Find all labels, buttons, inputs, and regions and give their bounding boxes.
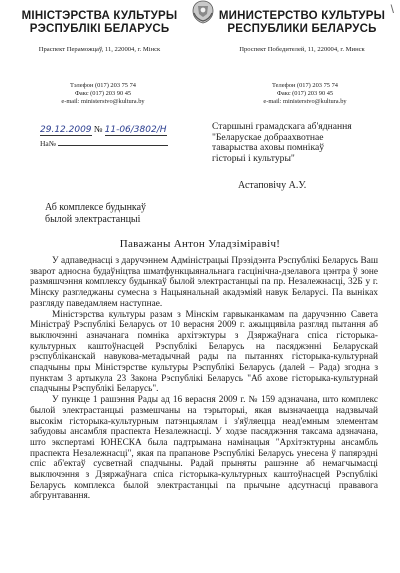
address-left: Праспект Пераможцаў, 11, 220004, г. Мінск [38, 46, 161, 53]
contacts-left [28, 82, 178, 107]
reply-to-line [40, 139, 168, 148]
recipient-line: гісторыі і культуры" [212, 152, 295, 164]
ministry-name-line1-left: МІНІСТЭРСТВА КУЛЬТУРЫ [21, 10, 178, 22]
letter-date: 29.12.2009 [40, 125, 92, 135]
fax-right: Факс (017) 203 90 45 [276, 90, 334, 98]
letterhead-left [12, 10, 187, 53]
email-left: e-mail: ministerstvo@kultura.by [61, 98, 145, 106]
reference-line [40, 124, 167, 136]
phone-left: Тэлефон (017) 203 75 74 [70, 82, 136, 89]
letterhead-right [212, 10, 392, 53]
body-paragraph: Міністэрства культуры разам з Мінскім гарвыканкамам па даручэнню Савета Міністраў Рэспублікі Беларусь от 10 верасня 2009 г. ажыццявіла разгляд пытання аб выключэнні азначанага помніка архітэктуры з Дзяржаўнага спіса гісторыка-культурных каштоўнасцей Рэспублікі Беларусь на пасяджэнні Беларускай рэспубліканскай навукова-метадычнай рады па пытаннях гісторыка-культурнай спадчыны пры Міністэрстве культуры Рэспублікі Беларусь (далей – Рада) згодна з пунктам 3 артыкула 23 Закона Рэспублікі Беларусь "Аб ахове гісторыка-культурнай спадчыны Рэспублікі Беларусь". [30, 309, 378, 395]
fax-left: Факс (017) 203 90 45 [74, 90, 132, 98]
body-paragraph: У пункце 1 рашэння Рады ад 16 верасня 2009 г. № 159 адзначана, што комплекс былой электрастанцыі размешчаны на тэрыторыі, якая вызначаецца надзвычай высокім гісторыка-культурным патэнцыялам і з'яўляецца неад'емным элементам забудовы ансамбля праспекта Незалежнасці. У ходзе пасяджэння таксама адзначана, што экспертамі ЮНЕСКА была падтрымана намінацыя "Архітэктурны ансамбль праспекта Незалежнасці", якая па прапанове Рэспублікі Беларусь унесена ў папярэдні спіс аб'ектаў сусветнай спадчыны. Радай прыняты рашэнне аб немагчымасці выключэння з Дзяржаўнага спіса гісторыка-культурных каштоўнасцей Рэспублікі Беларусь комплекса былой электрастанцыі па прычыне адсутнасці прававога абгрунтавання. [30, 395, 378, 502]
number-prefix: № [93, 124, 103, 134]
email-right: e-mail: ministerstvo@kultura.by [263, 98, 347, 106]
corner-mark: \ [390, 2, 394, 16]
subject-line: Аб комплексе будынкаў [45, 202, 147, 213]
address-right: Проспект Победителей, 11, 220004, г. Минск [239, 46, 365, 53]
subject-block [45, 202, 175, 226]
contacts-right [230, 82, 380, 107]
salutation: Паважаны Антон Уладзіміравіч! [119, 238, 281, 250]
phone-right: Телефон (017) 203 75 74 [272, 82, 338, 89]
ministry-name-line2-right: РЕСПУБЛИКИ БЕЛАРУСЬ [227, 23, 377, 35]
reply-to-label: На№ [40, 139, 56, 148]
subject-line: былой электрастанцыі [45, 214, 141, 225]
letter-number: 11-06/3802/Н [104, 125, 167, 135]
recipient-line: "Беларускае добраахвотнае [212, 131, 324, 143]
ministry-name-line1-right: МИНИСТЕРСТВО КУЛЬТУРЫ [218, 10, 386, 22]
ministry-name-line2-left: РЭСПУБЛІКІ БЕЛАРУСЬ [29, 23, 170, 35]
body-paragraph: У адпаведнасці з даручэннем Адміністрацыі Прэзідэнта Рэспублікі Беларусь Ваш зварот адносна будаўніцтва шматфункцыянальнага гасцінічна-дзелавога цэнтра ў зоне размяшчэння комплексу будынкаў былой электрастанцыі па пр. Незалежнасці, 32Б у г. Мінску разгледжаны сумесна з Нацыянальнай акадэміяй навук Беларусі. Па выніках разгляду паведамляем наступнае. [30, 256, 378, 309]
recipient-line: таварыства аховы помнікаў [212, 142, 325, 153]
recipient-block [212, 122, 392, 164]
recipient-line: Старшыні грамадскага аб'яднання [212, 121, 352, 132]
letter-body [30, 256, 378, 502]
addressee-name: Астаповічу А.У. [238, 180, 307, 191]
